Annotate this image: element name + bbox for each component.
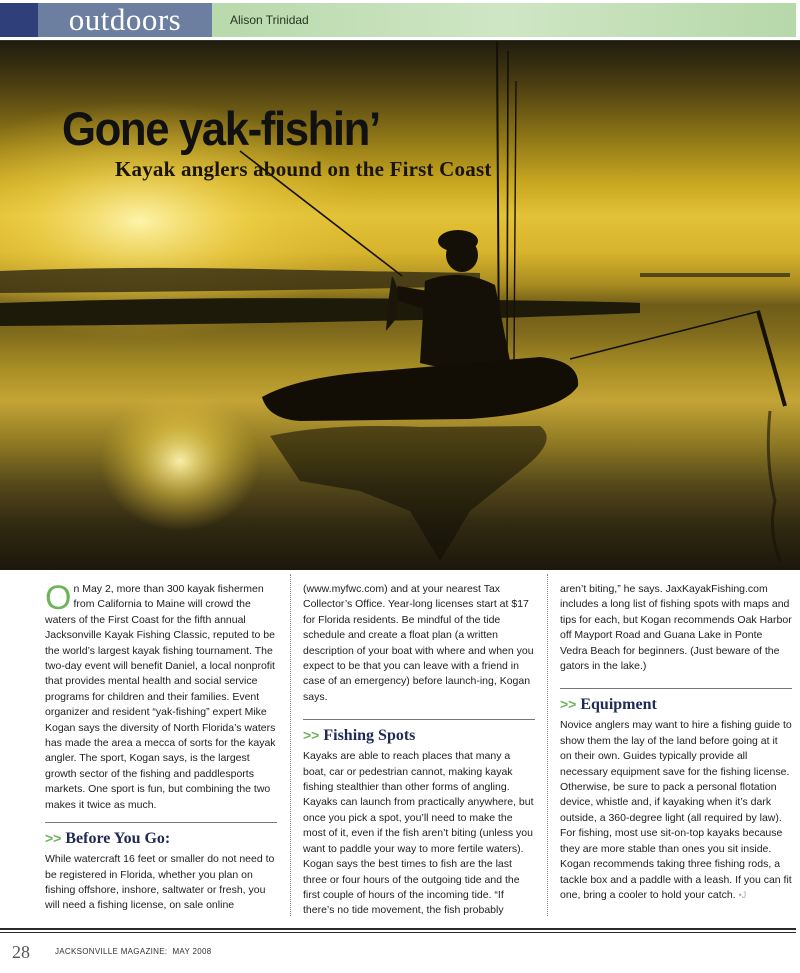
- double-chevron-icon: >>: [303, 727, 320, 744]
- article-deck: Kayak anglers abound on the First Coast: [115, 157, 492, 181]
- drop-cap: O: [45, 579, 72, 617]
- header-color-block: [0, 3, 38, 37]
- double-chevron-icon: >>: [45, 830, 62, 847]
- footer-rule: [0, 932, 796, 933]
- intro-text: n May 2, more than 300 kayak fishermen from California to Maine will crowd the waters of the First Coast for the fifth annual Jacksonville Kayak Fishing Classic, reputed to be the world’s largest kayak fishing tournament. The two-day event will benefit Daniel, a local nonprofit that provides mental health and social service programs for children and their families. Event organizer and resident “yak-fishing” expert Mike Kogan says the diversity of North Florida’s waters has made the area a mecca of sorts for the kayak angler. The sport, Kogan says, is the largest growth sector of the fishing and paddlesports markets. One sport is fun, but combining the two makes it twice as much.: [45, 583, 276, 811]
- pole-reflection: [768, 411, 780, 561]
- section-label: outdoors: [38, 3, 212, 37]
- section-paragraph: While watercraft 16 feet or smaller do not need to be registered in Florida, whether you plan on fishing offshore, inshore, saltwater or fresh, you will need a fishing license, on sale online: [45, 853, 275, 912]
- section-rule: [45, 822, 277, 823]
- subheading-equipment: [560, 695, 792, 714]
- column-divider: [290, 574, 291, 916]
- page-number: 28: [12, 942, 30, 962]
- fishing-rod-upright-3: [514, 81, 516, 361]
- intro-paragraph: [45, 579, 277, 813]
- subheading-text: Equipment: [580, 696, 657, 714]
- article-column-1: [45, 579, 277, 914]
- subheading-fishing-spots: [303, 726, 535, 745]
- subheading-text: Before You Go:: [65, 830, 171, 848]
- footer-rule: [0, 928, 796, 930]
- article-headline: Gone yak-fishin’: [62, 102, 380, 155]
- publication-name: JACKSONVILLE MAGAZINE: [55, 947, 165, 956]
- kayak-reflection: [270, 426, 547, 561]
- section-header-bar: [0, 0, 800, 42]
- far-island: [640, 273, 790, 277]
- angler-body: [420, 275, 510, 369]
- kayak-hull: [262, 357, 578, 421]
- issue-date: MAY 2008: [172, 947, 212, 956]
- article-column-2: [303, 582, 535, 919]
- sun-reflection: [100, 391, 260, 531]
- body-paragraph: (www.myfwc.com) and at your nearest Tax Collector’s Office. Year-long licenses start at $17 for Florida residents. Be mindful of the tide schedule and create a float plan (a written description of your boat with where and when you expect to be that you can leave with a friend in case of an emergency) before launch-ing, Kogan says.: [303, 583, 534, 703]
- section-rule: [560, 688, 792, 689]
- section-rule: [303, 719, 535, 720]
- footer-folio: [55, 947, 212, 956]
- section-paragraph: [560, 718, 792, 903]
- folio-separator: :: [164, 947, 168, 956]
- fishing-rod-trailing: [570, 311, 760, 359]
- section-paragraph: Kayaks are able to reach places that many a boat, car or pedestrian cannot, making kayak fishing stealthier than other forms of angling. Kayaks can launch from practically anywhere, but once you pick a spot, you’ll need to make the most of it, even if the fish aren’t biting (unless you want to paddle your way to more fertile waters). Kogan says the best times to fish are the last three or four hours of the outgoing tide and the first couple of hours of the incoming tide. “If there’s no tide movement, the fish probably: [303, 750, 534, 917]
- angler-head: [446, 238, 478, 272]
- double-chevron-icon: >>: [560, 696, 577, 713]
- subheading-before-you-go: [45, 829, 277, 848]
- fishing-rod-upright-2: [507, 51, 508, 361]
- body-paragraph: aren’t biting,” he says. JaxKayakFishing.com includes a long list of fishing spots with maps and tips for each, but Kogan recommends Oak Harbor off Mayport Road and Guana Lake in Ponte Vedra Beach for beginners. (Just beware of the gators in the lake.): [560, 583, 792, 673]
- section-text: Novice anglers may want to hire a fishing guide to show them the lay of the land before going at it on their own. Guides typically provide all necessary equipment save for the fishing license. Otherwise, be sure to pack a personal flotation device, whistle and, if kayaking when it’s dark outside, a 360-degree light (all required by law). For fishing, most use sit-on-top kayaks because they are more stable than ones you sit inside. Kogan recommends taking three fishing rods, a tackle box and a paddle with a leash. If you can fit one, bring a cooler to hold your catch.: [560, 719, 792, 901]
- column-divider: [547, 574, 548, 916]
- author-byline: Alison Trinidad: [230, 13, 309, 27]
- marsh-island: [0, 298, 640, 326]
- article-column-3: [560, 582, 792, 903]
- hero-photo: [0, 41, 800, 570]
- subheading-text: Fishing Spots: [323, 727, 416, 745]
- end-mark: •J: [738, 889, 747, 900]
- stake-pole: [758, 311, 785, 406]
